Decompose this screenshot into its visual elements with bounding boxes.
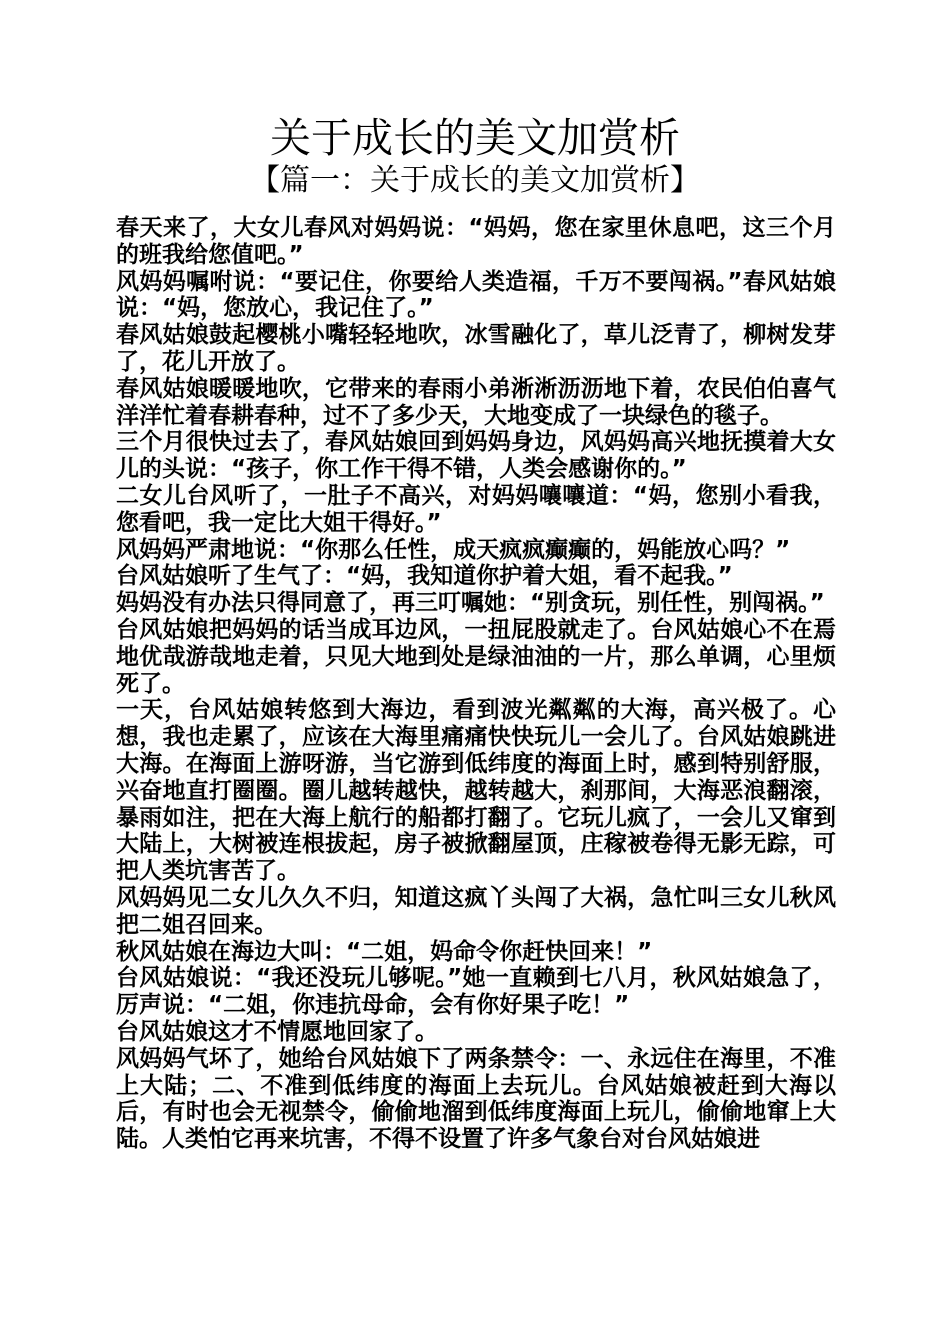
paragraph: 风妈妈见二女儿久久不归，知道这疯丫头闯了大祸，急忙叫三女儿秋风把二姐召回来。 bbox=[116, 884, 836, 938]
paragraph: 秋风姑娘在海边大叫：“二姐，妈命令你赶快回来！” bbox=[116, 938, 653, 965]
paragraph: 风妈妈严肃地说：“你那么任性，成天疯疯癫癫的，妈能放心吗？” bbox=[116, 536, 791, 563]
document-subtitle: 【篇一：关于成长的美文加赏析】 bbox=[250, 163, 700, 198]
paragraph: 三个月很快过去了，春风姑娘回到妈妈身边，风妈妈高兴地抚摸着大女儿的头说：“孩子，你工作干得不错，人类会感谢你的。” bbox=[116, 429, 836, 483]
paragraph: 风妈妈嘱咐说：“要记住，你要给人类造福，千万不要闯祸。”春风姑娘说：“妈，您放心，我记住了。” bbox=[116, 268, 836, 322]
paragraph: 春天来了，大女儿春风对妈妈说：“妈妈，您在家里休息吧，这三个月的班我给您值吧。” bbox=[116, 215, 836, 268]
paragraph: 春风姑娘鼓起樱桃小嘴轻轻地吹，冰雪融化了，草儿泛青了，柳树发芽了，花儿开放了。 bbox=[116, 322, 836, 375]
paragraph: 台风姑娘把妈妈的话当成耳边风，一扭屁股就走了。台风姑娘心不在焉地优哉游哉地走着，只见大地到处是绿油油的一片，那么单调，心里烦死了。 bbox=[116, 616, 836, 697]
paragraph: 春风姑娘暖暖地吹，它带来的春雨小弟淅淅沥沥地下着，农民伯伯喜气洋洋忙着春耕春种，过不了多少天，大地变成了一块绿色的毯子。 bbox=[116, 375, 836, 429]
paragraph: 台风姑娘听了生气了：“妈，我知道你护着大姐，看不起我。” bbox=[116, 563, 733, 590]
paragraph: 二女儿台风听了，一肚子不高兴，对妈妈嚷嚷道：“妈，您别小看我，您看吧，我一定比大姐干得好。” bbox=[116, 482, 836, 536]
document-body bbox=[116, 215, 836, 1153]
document-title: 关于成长的美文加赏析 bbox=[270, 114, 680, 162]
paragraph: 台风姑娘这才不情愿地回家了。 bbox=[116, 1018, 438, 1045]
paragraph: 一天，台风姑娘转悠到大海边，看到波光粼粼的大海，高兴极了。心想，我也走累了，应该在大海里痛痛快快玩儿一会儿了。台风姑娘跳进大海。在海面上游呀游，当它游到低纬度的海面上时，感到特别舒服，兴奋地直打圈圈。圈儿越转越快，越转越大，刹那间，大海恶浪翻滚，暴雨如注，把在大海上航行的船都打翻了。它玩儿疯了，一会儿又窜到大陆上，大树被连根拔起，房子被掀翻屋顶，庄稼被卷得无影无踪，可把人类坑害苦了。 bbox=[116, 697, 836, 885]
paragraph: 风妈妈气坏了，她给台风姑娘下了两条禁令：一、永远住在海里，不准上大陆；二、不准到低纬度的海面上去玩儿。台风姑娘被赶到大海以后，有时也会无视禁令，偷偷地溜到低纬度海面上玩儿，偷偷地窜上大陆。人类怕它再来坑害，不得不设置了许多气象台对台风姑娘进 bbox=[116, 1045, 836, 1153]
paragraph: 妈妈没有办法只得同意了，再三叮嘱她：“别贪玩，别任性，别闯祸。” bbox=[116, 590, 825, 617]
paragraph: 台风姑娘说：“我还没玩儿够呢。”她一直赖到七八月，秋风姑娘急了，厉声说：“二姐，你违抗母命，会有你好果子吃！” bbox=[116, 965, 836, 1019]
